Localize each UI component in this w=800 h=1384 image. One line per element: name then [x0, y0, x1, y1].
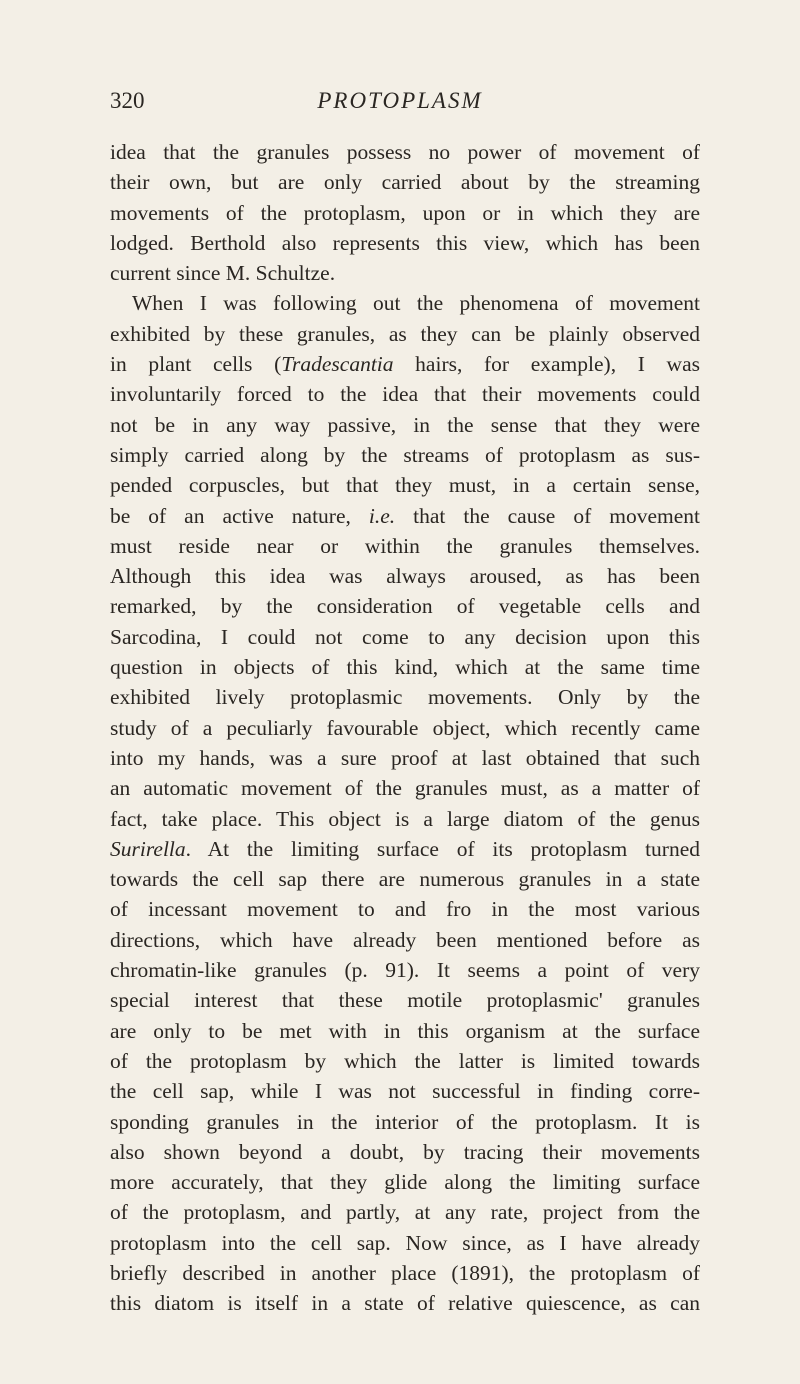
text-line — [110, 167, 700, 197]
text-segment: special interest that these motile protoplasmic' granules — [110, 988, 700, 1013]
text-segment: of the protoplasm by which the latter is limited towards — [110, 1048, 700, 1073]
italic-term: Surirella — [110, 836, 186, 861]
text-line — [110, 1228, 700, 1258]
text-line — [110, 470, 700, 500]
text-line — [110, 137, 700, 167]
text-line — [110, 1258, 700, 1288]
text-segment: of the protoplasm, and partly, at any rate, project from the — [110, 1200, 700, 1225]
page-number: 320 — [110, 88, 145, 113]
text-line — [110, 1137, 700, 1167]
text-segment: When I was following out the phenomena of movement — [132, 291, 700, 316]
text-line — [110, 1288, 700, 1318]
text-segment: an automatic movement of the granules must, as a matter of — [110, 776, 700, 801]
text-segment: also shown beyond a doubt, by tracing their movements — [110, 1139, 700, 1164]
text-segment: directions, which have already been mentioned before as — [110, 927, 700, 952]
text-line — [110, 228, 700, 258]
italic-term: Tradescantia — [281, 352, 394, 377]
text-segment: study of a peculiarly favourable object, which recently came — [110, 715, 700, 740]
text-segment: be of an active nature, — [110, 503, 369, 528]
text-segment: remarked, by the consideration of vegetable cells and — [110, 594, 700, 619]
text-line — [110, 894, 700, 924]
text-segment: Although this idea was always aroused, as has been — [110, 564, 700, 589]
text-segment: sponding granules in the interior of the protoplasm. It is — [110, 1109, 700, 1134]
text-line — [110, 349, 700, 379]
body-text — [110, 137, 700, 1319]
text-line — [110, 501, 700, 531]
running-head: PROTOPLASM — [317, 88, 483, 113]
text-segment: this diatom is itself in a state of relative quiescence, as can — [110, 1291, 700, 1316]
text-segment: current since M. Schultze. — [110, 261, 336, 286]
text-segment: of incessant movement to and fro in the most various — [110, 897, 700, 922]
text-segment: briefly described in another place (1891), the protoplasm of — [110, 1260, 700, 1285]
text-line — [110, 531, 700, 561]
text-segment: into my hands, was a sure proof at last obtained that such — [110, 745, 700, 770]
text-line — [110, 713, 700, 743]
text-segment: question in objects of this kind, which at the same time — [110, 655, 700, 680]
text-line — [110, 773, 700, 803]
text-segment: . At the limiting surface of its protoplasm turned — [185, 836, 700, 861]
text-segment: idea that the granules possess no power of movement of — [110, 140, 700, 164]
page-header — [0, 88, 800, 118]
text-segment: hairs, for example), I was — [393, 352, 700, 377]
text-line — [110, 652, 700, 682]
text-line — [110, 804, 700, 834]
text-line — [110, 743, 700, 773]
italic-term: i.e. — [368, 503, 396, 528]
text-segment: the cell sap, while I was not successful in finding corre- — [110, 1079, 700, 1104]
text-line — [110, 440, 700, 470]
text-segment: movements of the protoplasm, upon or in which they are — [110, 200, 700, 225]
text-line — [110, 410, 700, 440]
text-segment: pended corpuscles, but that they must, in a certain sense, — [110, 473, 700, 498]
text-line — [110, 1167, 700, 1197]
text-line — [110, 1046, 700, 1076]
text-line — [110, 864, 700, 894]
text-line — [110, 622, 700, 652]
text-segment: not be in any way passive, in the sense that they were — [110, 412, 700, 437]
text-segment: that the cause of movement — [395, 503, 700, 528]
text-segment: involuntarily forced to the idea that their movements could — [110, 382, 700, 407]
text-line — [110, 1016, 700, 1046]
text-line — [110, 288, 700, 318]
text-line — [110, 1107, 700, 1137]
text-segment: towards the cell sap there are numerous granules in a state — [110, 867, 700, 892]
text-line — [110, 591, 700, 621]
text-segment: Sarcodina, I could not come to any decision upon this — [110, 624, 700, 649]
text-segment: lodged. Berthold also represents this view, which has been — [110, 230, 700, 255]
text-segment: chromatin-like granules (p. 91). It seems a point of very — [110, 958, 700, 983]
text-line — [110, 1197, 700, 1227]
text-line — [110, 258, 700, 288]
text-segment: exhibited by these granules, as they can be plainly observed — [110, 321, 700, 346]
text-line — [110, 1076, 700, 1106]
text-line — [110, 561, 700, 591]
text-line — [110, 379, 700, 409]
text-line — [110, 985, 700, 1015]
text-line — [110, 319, 700, 349]
text-segment: protoplasm into the cell sap. Now since, as I have already — [110, 1230, 700, 1255]
text-segment: exhibited lively protoplasmic movements. Only by the — [110, 685, 700, 710]
text-line — [110, 198, 700, 228]
text-segment: more accurately, that they glide along the limiting surface — [110, 1170, 700, 1195]
text-segment: are only to be met with in this organism at the surface — [110, 1018, 700, 1043]
text-segment: must reside near or within the granules themselves. — [110, 533, 700, 558]
text-line — [110, 834, 700, 864]
text-segment: simply carried along by the streams of protoplasm as sus- — [110, 442, 700, 467]
text-line — [110, 955, 700, 985]
text-segment: fact, take place. This object is a large diatom of the genus — [110, 806, 700, 831]
text-line — [110, 925, 700, 955]
text-segment: in plant cells ( — [110, 352, 282, 377]
text-line — [110, 682, 700, 712]
text-segment: their own, but are only carried about by the streaming — [110, 170, 700, 195]
